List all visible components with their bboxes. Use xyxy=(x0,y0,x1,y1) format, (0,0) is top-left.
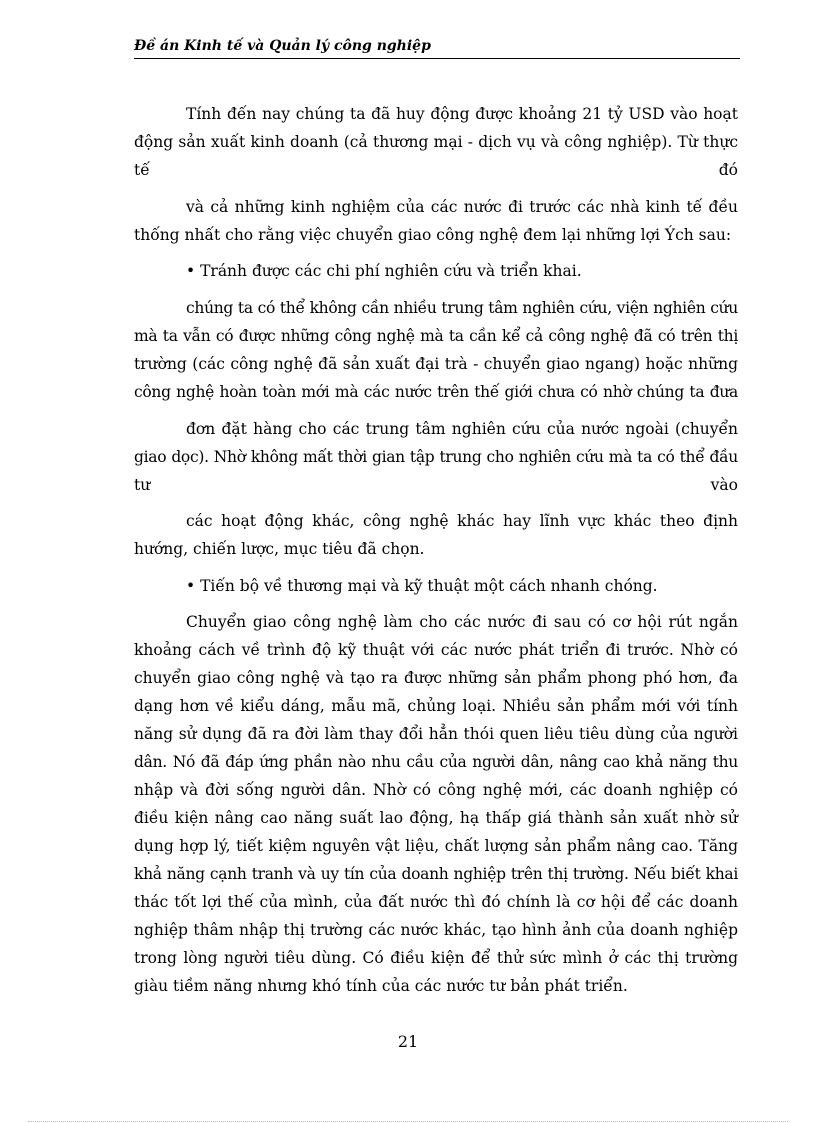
text-line: và cả những kinh nghiệm của các nước đi trước các nhà kinh tế đều xyxy=(186,198,738,216)
text-line: thống nhất cho rằng việc chuyển giao công nghệ đem lại những lợi Ých sau: xyxy=(134,226,732,244)
text-line: các hoạt động khác, công nghệ khác hay lĩnh vực khác theo định xyxy=(186,512,738,530)
text-line: trong lòng người tiêu dùng. Có điều kiện để thử sức mình ở các thị trường xyxy=(134,949,738,967)
text-line: dụng hợp lý, tiết kiệm nguyên vật liệu, chất lượng sản phẩm nâng cao. Tăng xyxy=(134,837,738,855)
text-line: Tính đến nay chúng ta đã huy động được khoảng 21 tỷ USD vào hoạt xyxy=(186,105,738,123)
text-line: giàu tiềm năng nhưng khó tính của các nước tư bản phát triển. xyxy=(134,977,628,995)
text-line: hướng, chiến lược, mục tiêu đã chọn. xyxy=(134,540,425,558)
text-line: nhập và đời sống người dân. Nhờ có công nghệ mới, các doanh nghiệp có xyxy=(134,781,738,799)
text-line: khả năng cạnh tranh và uy tín của doanh nghiệp trên thị trường. Nếu biết khai xyxy=(134,865,738,883)
text-line: trường (các công nghệ đã sản xuất đại trà - chuyển giao ngang) hoặc những xyxy=(134,355,738,373)
page-header: Đề án Kinh tế và Quản lý công nghiệp xyxy=(134,38,740,59)
text-line: dân. Nó đã đáp ứng phần nào nhu cầu của người dân, nâng cao khả năng thu xyxy=(134,753,738,771)
text-line: dạng hơn về kiểu dáng, mẫu mã, chủng loại. Nhiều sản phẩm mới với tính xyxy=(134,697,738,715)
text-fragment: vào xyxy=(710,476,738,494)
text-line: nghiệp thâm nhập thị trường các nước khác, tạo hình ảnh của doanh nghiệp xyxy=(134,921,738,939)
text-line: thác tốt lợi thế của mình, của đất nước thì đó chính là cơ hội để các doanh xyxy=(134,893,738,911)
bullet-item: • Tiến bộ về thương mại và kỹ thuật một cách nhanh chóng. xyxy=(186,577,658,595)
text-line: năng sử dụng đã ra đời làm thay đổi hẳn thói quen liêu tiêu dùng của người xyxy=(134,725,738,743)
bullet-item: • Tránh được các chi phí nghiên cứu và triển khai. xyxy=(186,262,582,280)
text-line: khoảng cách về trình độ kỹ thuật với các nước phát triển đi trước. Nhờ có xyxy=(134,641,738,659)
text-line: mà ta vẫn có được những công nghệ mà ta cần kể cả công nghệ đã có trên thị xyxy=(134,327,738,345)
text-line xyxy=(134,475,738,495)
text-fragment: tư xyxy=(134,476,151,494)
text-line: chúng ta có thể không cần nhiều trung tâm nghiên cứu, viện nghiên cứu xyxy=(186,299,738,317)
text-line: điều kiện nâng cao năng suất lao động, hạ thấp giá thành sản xuất nhờ sử xyxy=(134,809,738,827)
text-line: đơn đặt hàng cho các trung tâm nghiên cứu của nước ngoài (chuyển xyxy=(186,420,738,438)
text-line xyxy=(134,160,738,180)
text-line: giao dọc). Nhờ không mất thời gian tập trung cho nghiên cứu mà ta có thể đầu xyxy=(134,448,738,466)
page-number: 21 xyxy=(397,1032,419,1051)
text-line: Chuyển giao công nghệ làm cho các nước đi sau có cơ hội rút ngắn xyxy=(186,613,738,631)
footer-divider xyxy=(28,1121,788,1122)
text-line: chuyển giao công nghệ và tạo ra được những sản phẩm phong phó hơn, đa xyxy=(134,669,738,687)
text-line: công nghệ hoàn toàn mới mà các nước trên thế giới chưa có nhờ chúng ta đưa xyxy=(134,383,738,401)
text-fragment: tế xyxy=(134,161,150,179)
text-line: động sản xuất kinh doanh (cả thương mại - dịch vụ và công nghiệp). Từ thực xyxy=(134,133,738,151)
text-fragment: đó xyxy=(718,161,738,179)
